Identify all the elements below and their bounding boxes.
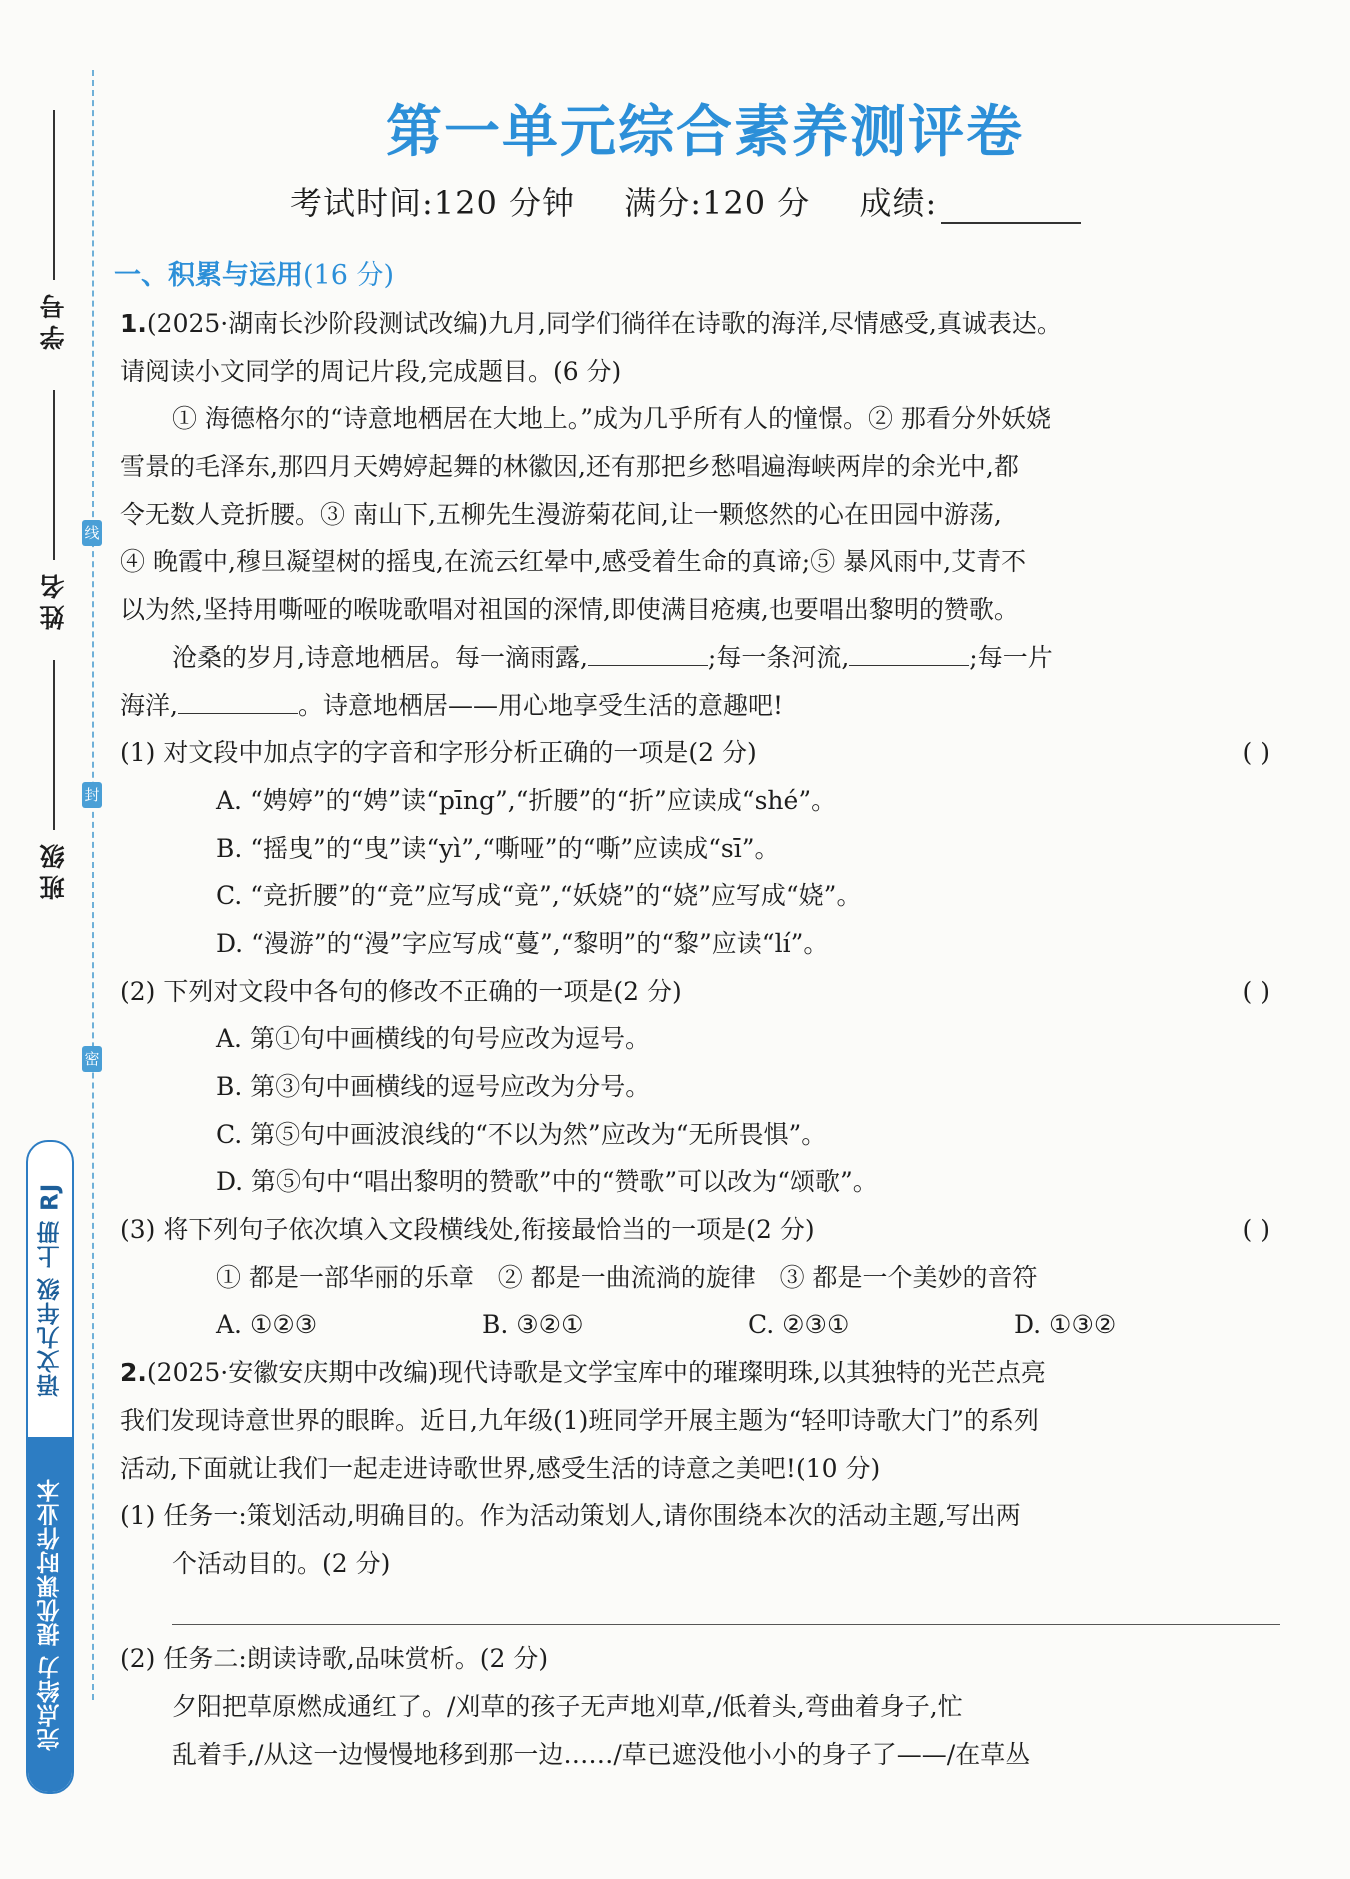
q1-sub1-stem — [120, 729, 1280, 777]
question-stem: (2) 下列对文段中各句的修改不正确的一项是(2 分) — [120, 976, 682, 1006]
answer-paren[interactable]: ( ) — [1242, 738, 1270, 768]
cut-line — [92, 70, 94, 1700]
exam-full-score: 满分:120 分 — [624, 184, 811, 222]
q2-line3: 活动,下面就让我们一起走进诗歌世界,感受生活的诗意之美吧!(10 分) — [120, 1453, 881, 1483]
bind-mark-mi: 密 — [82, 1046, 102, 1072]
section-heading — [114, 253, 394, 292]
option-row — [120, 1301, 1280, 1349]
fill-blank-2[interactable] — [849, 641, 969, 666]
name-field[interactable] — [34, 390, 74, 630]
option-d[interactable]: D. 第⑤句中“唱出黎明的赞歌”中的“赞歌”可以改为“颂歌”。 — [216, 1167, 878, 1197]
student-id-blank[interactable] — [53, 110, 55, 280]
fill-blank-3[interactable] — [178, 689, 298, 714]
option-b[interactable]: B. “摇曳”的“曳”读“yì”,“嘶哑”的“嘶”应读成“sī”。 — [216, 833, 780, 863]
q2-line1 — [120, 1349, 1280, 1397]
passage-text: ;每一片 — [969, 642, 1053, 672]
q1-stem: (2025·湖南长沙阶段测试改编)九月,同学们徜徉在诗歌的海洋,尽情感受,真诚表达。 — [146, 309, 1062, 338]
answer-line[interactable] — [120, 1588, 1280, 1636]
exam-score-label: 成绩: — [859, 184, 938, 222]
questions — [120, 300, 1280, 1778]
passage-line7 — [120, 682, 1280, 730]
badge-series: 完点给力 提优课时作业本 — [28, 1437, 72, 1792]
class-blank[interactable] — [53, 660, 55, 830]
option-c[interactable]: C. “竞折腰”的“竞”应写成“竟”,“妖娆”的“娆”应写成“娆”。 — [216, 881, 862, 911]
bind-mark-xian: 线 — [82, 520, 102, 546]
passage-line5: 以为然,坚持用嘶哑的喉咙歌唱对祖国的深情,即使满目疮痍,也要唱出黎明的赞歌。 — [120, 595, 1019, 625]
option-c[interactable]: C. 第⑤句中画波浪线的“不以为然”应改为“无所畏惧”。 — [216, 1119, 827, 1149]
option-a[interactable]: A. 第①句中画横线的句号应改为逗号。 — [216, 1024, 650, 1054]
section-label: 一、积累与运用 — [114, 260, 303, 291]
q2-sub1-line2: 个活动目的。(2 分) — [172, 1548, 391, 1578]
binding-margin — [0, 0, 120, 1879]
option-d[interactable]: D. ①③② — [1014, 1310, 1117, 1340]
section-points: (16 分) — [303, 260, 395, 291]
q2-line2: 我们发现诗意世界的眼眸。近日,九年级(1)班同学开展主题为“轻叩诗歌大门”的系列 — [120, 1405, 1039, 1435]
name-blank[interactable] — [53, 390, 55, 560]
option-b[interactable]: B. 第③句中画横线的逗号应改为分号。 — [216, 1072, 651, 1101]
passage-line2: 雪景的毛泽东,那四月天娉婷起舞的林徽因,还有那把乡愁唱遍海峡两岸的余光中,都 — [120, 452, 1019, 482]
option-a[interactable]: A. ①②③ — [216, 1310, 318, 1340]
q2-sub2-stem: (2) 任务二:朗读诗歌,品味赏析。(2 分) — [120, 1644, 549, 1674]
student-id-label: 学号 — [39, 288, 68, 350]
q1-line2: 请阅读小文同学的周记片段,完成题目。(6 分) — [120, 356, 622, 386]
passage-text: 海洋, — [120, 690, 178, 720]
score-blank[interactable] — [941, 192, 1081, 224]
bind-mark-feng: 封 — [82, 782, 102, 808]
student-id-field[interactable] — [34, 110, 74, 350]
exam-meta — [290, 178, 1081, 224]
name-label: 姓名 — [39, 568, 68, 630]
passage-line6 — [120, 634, 1280, 682]
class-field[interactable] — [34, 660, 74, 900]
series-badge — [26, 1140, 74, 1794]
exam-time: 考试时间:120 分钟 — [290, 184, 576, 222]
question-stem: (3) 将下列句子依次填入文段横线处,衔接最恰当的一项是(2 分) — [120, 1215, 815, 1245]
poem-line1: 夕阳把草原燃成通红了。/刈草的孩子无声地刈草,/低着头,弯曲着身子,忙 — [172, 1691, 963, 1721]
passage-text: ;每一条河流, — [707, 642, 850, 672]
q2-stem: (2025·安徽安庆期中改编)现代诗歌是文学宝库中的璀璨明珠,以其独特的光芒点亮 — [146, 1358, 1046, 1388]
passage-text: 沧桑的岁月,诗意地栖居。每一滴雨露, — [172, 642, 588, 672]
passage-text: 。诗意地栖居——用心地享受生活的意趣吧! — [297, 690, 784, 720]
answer-paren[interactable]: ( ) — [1242, 976, 1270, 1006]
question-stem: (1) 对文段中加点字的字音和字形分析正确的一项是(2 分) — [120, 738, 757, 768]
q1-sub2-stem — [120, 968, 1280, 1016]
class-label: 班级 — [39, 838, 68, 900]
q2-number: 2. — [120, 1358, 147, 1388]
q2-sub1-line1: (1) 任务一:策划活动,明确目的。作为活动策划人,请你围绕本次的活动主题,写出两 — [120, 1501, 1021, 1531]
poem-line2: 乱着手,/从这一边慢慢地移到那一边……/草已遮没他小小的身子了——/在草丛 — [172, 1739, 1031, 1769]
passage-line4: ④ 晚霞中,穆旦凝望树的摇曳,在流云红晕中,感受着生命的真谛;⑤ 暴风雨中,艾青不 — [120, 547, 1027, 577]
option-d[interactable]: D. “漫游”的“漫”字应写成“蔓”,“黎明”的“黎”应读“lí”。 — [216, 928, 829, 958]
option-c[interactable]: C. ②③① — [748, 1310, 850, 1340]
passage-line1: ① 海德格尔的“诗意地栖居在大地上。”成为几乎所有人的憧憬。② 那看分外妖娆 — [172, 404, 1051, 434]
q1-sub3-stem — [120, 1206, 1280, 1254]
answer-paren[interactable]: ( ) — [1242, 1215, 1270, 1245]
fill-blank-1[interactable] — [588, 641, 708, 666]
sentence-choices: ① 都是一部华丽的乐章 ② 都是一曲流淌的旋律 ③ 都是一个美妙的音符 — [216, 1262, 1038, 1292]
page-title: 第一单元综合素养测评卷 — [386, 99, 1024, 165]
q1-line1 — [120, 300, 1280, 348]
option-b[interactable]: B. ③②① — [482, 1310, 584, 1340]
badge-subject: 语文九年级 上册 RJ — [37, 1182, 64, 1397]
passage-line3: 令无数人竞折腰。③ 南山下,五柳先生漫游菊花间,让一颗悠然的心在田园中游荡, — [120, 499, 1002, 529]
q1-number: 1. — [120, 309, 147, 338]
option-a[interactable]: A. “娉婷”的“娉”读“pīng”,“折腰”的“折”应读成“shé”。 — [216, 785, 837, 815]
